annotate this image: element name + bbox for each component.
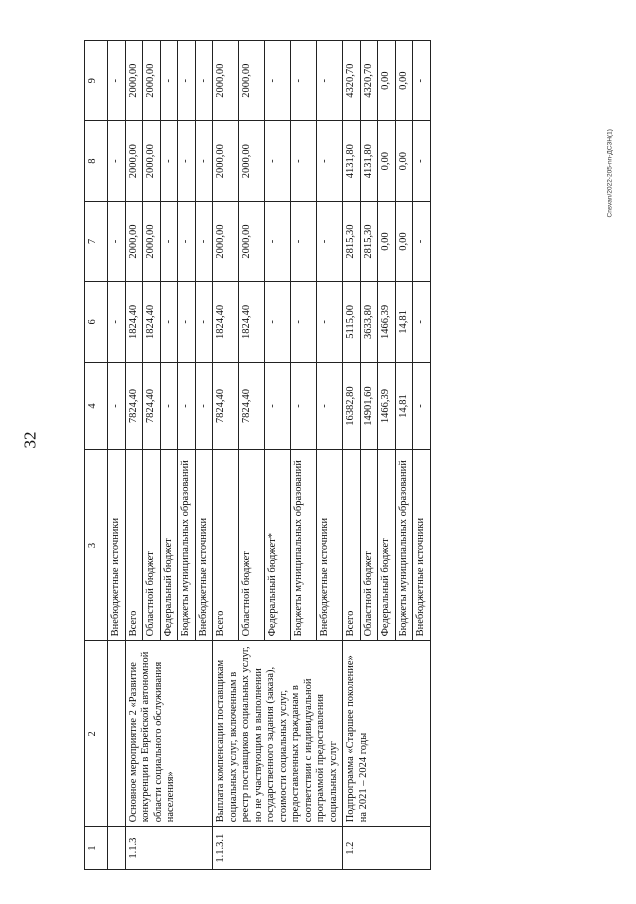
value-v8: - (413, 121, 431, 201)
row-name: Подпрограмма «Старшее поколение» на 2021 – 2024 годы (343, 641, 431, 827)
value-v9: - (160, 41, 178, 121)
header-cell: 6 (85, 282, 108, 362)
funding-source: Всего (213, 450, 239, 641)
value-v6: 5115,00 (343, 282, 361, 362)
value-v7: 2815,30 (343, 201, 361, 281)
row-code: 1.1.3 (125, 827, 213, 870)
table-row (343, 41, 361, 870)
value-v9: 2000,00 (213, 41, 239, 121)
value-v4: 7824,40 (143, 362, 161, 450)
rotated-table-container (84, 40, 584, 870)
table-row (125, 41, 143, 870)
value-v4: 16382,80 (343, 362, 361, 450)
value-v4: - (195, 362, 213, 450)
funding-source: Федеральный бюджет (378, 450, 396, 641)
row-code: 1.2 (343, 827, 431, 870)
value-v7: - (160, 201, 178, 281)
value-v9: - (178, 41, 196, 121)
value-v4: - (317, 362, 343, 450)
value-v6: 1824,40 (239, 282, 265, 362)
value-v8: 4131,80 (343, 121, 361, 201)
value-v4: - (178, 362, 196, 450)
value-v8: 2000,00 (239, 121, 265, 201)
value-v7: 2000,00 (143, 201, 161, 281)
value-v4: - (265, 362, 291, 450)
value-v4: 14,81 (395, 362, 413, 450)
header-cell: 8 (85, 121, 108, 201)
value-v6: 14,81 (395, 282, 413, 362)
header-cell: 7 (85, 201, 108, 281)
funding-source: Внебюджетные источники (413, 450, 431, 641)
value-v7: - (317, 201, 343, 281)
value-v9: 0,00 (378, 41, 396, 121)
funding-source: Бюджеты муниципальных образований (395, 450, 413, 641)
value-v8: - (291, 121, 317, 201)
funding-source: Внебюджетные источники (317, 450, 343, 641)
value-v7: - (291, 201, 317, 281)
value-v4: - (291, 362, 317, 450)
value-v4: - (160, 362, 178, 450)
value-v8: - (265, 121, 291, 201)
document-stamp (600, 84, 620, 224)
value-v6: 1824,40 (213, 282, 239, 362)
funding-source: Областной бюджет (143, 450, 161, 641)
value-v8: 2000,00 (143, 121, 161, 201)
value-v6: - (108, 282, 126, 362)
value-v9: - (291, 41, 317, 121)
value-v7: 0,00 (395, 201, 413, 281)
value-v8: - (317, 121, 343, 201)
value-v6: - (413, 282, 431, 362)
funding-source: Внебюджетные источники (108, 450, 126, 641)
table-row (213, 41, 239, 870)
value-v7: 2815,30 (360, 201, 378, 281)
value-v6: - (265, 282, 291, 362)
value-v8: - (108, 121, 126, 201)
value-v8: - (160, 121, 178, 201)
value-v9: - (317, 41, 343, 121)
value-v7: - (108, 201, 126, 281)
value-v6: - (160, 282, 178, 362)
value-v7: - (413, 201, 431, 281)
value-v8: 0,00 (395, 121, 413, 201)
value-v7: - (265, 201, 291, 281)
funding-source: Внебюджетные источники (195, 450, 213, 641)
value-v7: 2000,00 (125, 201, 143, 281)
row-code (108, 827, 126, 870)
funding-source: Областной бюджет (239, 450, 265, 641)
funding-source: Всего (125, 450, 143, 641)
value-v6: 1824,40 (125, 282, 143, 362)
value-v6: - (317, 282, 343, 362)
value-v4: 7824,40 (213, 362, 239, 450)
header-cell: 2 (85, 641, 108, 827)
value-v7: 2000,00 (213, 201, 239, 281)
value-v7: 0,00 (378, 201, 396, 281)
value-v7: 2000,00 (239, 201, 265, 281)
funding-source: Всего (343, 450, 361, 641)
stamp-text: Cnsvan/2022-205-nn-ДСЗН(1) (606, 129, 614, 218)
value-v4: - (413, 362, 431, 450)
value-v6: - (291, 282, 317, 362)
row-name: Основное мероприятие 2 «Развитие конкуренции в Еврейской автономной области социального обслуживания населения» (125, 641, 213, 827)
value-v9: 4320,70 (343, 41, 361, 121)
value-v4: - (108, 362, 126, 450)
value-v7: - (178, 201, 196, 281)
row-name: Выплата компенсации поставщикам социальных услуг, включенным в реестр поставщиков социальных услуг, но не участвующим в выполнении государственного задания (заказа), стоимости социальных услуг, предоставленных гражданам в соответствии с индивидуальной программой предоставления социальных услуг (213, 641, 343, 827)
value-v9: - (195, 41, 213, 121)
value-v8: - (178, 121, 196, 201)
header-cell: 4 (85, 362, 108, 450)
value-v9: 2000,00 (125, 41, 143, 121)
value-v6: 1824,40 (143, 282, 161, 362)
value-v6: - (178, 282, 196, 362)
page-number: 32 (20, 431, 40, 449)
value-v8: 2000,00 (213, 121, 239, 201)
value-v6: - (195, 282, 213, 362)
value-v4: 7824,40 (239, 362, 265, 450)
value-v9: 2000,00 (143, 41, 161, 121)
header-row (85, 41, 108, 870)
table-row (108, 41, 126, 870)
value-v9: 2000,00 (239, 41, 265, 121)
value-v9: - (265, 41, 291, 121)
funding-source: Областной бюджет (360, 450, 378, 641)
value-v6: 1466,39 (378, 282, 396, 362)
value-v6: 3633,80 (360, 282, 378, 362)
value-v9: 0,00 (395, 41, 413, 121)
row-name (108, 641, 126, 827)
value-v8: 2000,00 (125, 121, 143, 201)
header-cell: 9 (85, 41, 108, 121)
funding-source: Бюджеты муниципальных образований (178, 450, 196, 641)
funding-source: Федеральный бюджет* (265, 450, 291, 641)
value-v4: 1466,39 (378, 362, 396, 450)
value-v8: 0,00 (378, 121, 396, 201)
funding-source: Федеральный бюджет (160, 450, 178, 641)
value-v8: - (195, 121, 213, 201)
budget-table (84, 40, 431, 870)
value-v7: - (195, 201, 213, 281)
value-v4: 7824,40 (125, 362, 143, 450)
row-code: 1.1.3.1 (213, 827, 343, 870)
header-cell: 3 (85, 450, 108, 641)
value-v8: 4131,80 (360, 121, 378, 201)
value-v9: 4320,70 (360, 41, 378, 121)
funding-source: Бюджеты муниципальных образований (291, 450, 317, 641)
value-v4: 14901,60 (360, 362, 378, 450)
value-v9: - (108, 41, 126, 121)
header-cell: 1 (85, 827, 108, 870)
value-v9: - (413, 41, 431, 121)
